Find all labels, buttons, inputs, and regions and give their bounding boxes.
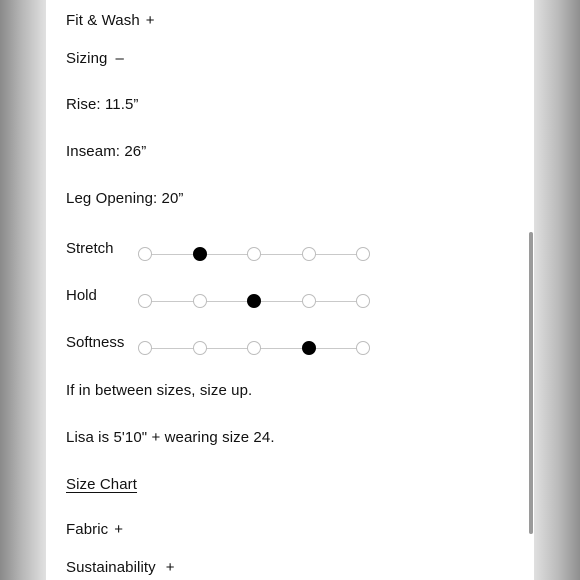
- scale-dot-selected: [247, 294, 261, 308]
- model-info-text: Lisa is 5'10" + wearing size 24.: [66, 429, 275, 446]
- stretch-scale: [138, 247, 366, 261]
- scale-dot: [247, 341, 261, 355]
- stretch-label: Stretch: [66, 240, 114, 257]
- size-advice-text: If in between sizes, size up.: [66, 382, 253, 399]
- sustainability-label: Sustainability: [66, 559, 156, 576]
- softness-scale: [138, 341, 366, 355]
- scale-dot: [138, 247, 152, 261]
- product-details-panel: [46, 0, 534, 580]
- scale-dot: [356, 341, 370, 355]
- inseam-measurement: Inseam: 26”: [66, 143, 147, 160]
- sizing-accordion[interactable]: [66, 50, 124, 67]
- sustainability-accordion[interactable]: [66, 559, 175, 576]
- scale-dot: [138, 294, 152, 308]
- scale-dot: [302, 294, 316, 308]
- scale-dot-selected: [193, 247, 207, 261]
- scale-dot: [247, 247, 261, 261]
- sizing-label: Sizing: [66, 50, 108, 67]
- fabric-accordion[interactable]: [66, 521, 123, 538]
- expand-icon[interactable]: +: [165, 559, 175, 576]
- collapse-icon[interactable]: –: [115, 50, 124, 67]
- scale-dot-selected: [302, 341, 316, 355]
- fit-wash-accordion[interactable]: [66, 12, 155, 29]
- hold-scale: [138, 294, 366, 308]
- scale-dot: [356, 247, 370, 261]
- scale-dot: [193, 341, 207, 355]
- scale-dot: [138, 341, 152, 355]
- fabric-label: Fabric: [66, 521, 109, 538]
- rise-measurement: Rise: 11.5”: [66, 96, 139, 113]
- expand-icon[interactable]: +: [145, 12, 155, 29]
- scale-dot: [302, 247, 316, 261]
- scrollbar[interactable]: [529, 232, 533, 534]
- fit-wash-label: Fit & Wash: [66, 12, 140, 29]
- scale-dot: [193, 294, 207, 308]
- leg-opening-measurement: Leg Opening: 20”: [66, 190, 184, 207]
- scale-dot: [356, 294, 370, 308]
- expand-icon[interactable]: +: [114, 521, 124, 538]
- size-chart-link[interactable]: Size Chart: [66, 476, 138, 493]
- softness-label: Softness: [66, 334, 125, 351]
- hold-label: Hold: [66, 287, 97, 304]
